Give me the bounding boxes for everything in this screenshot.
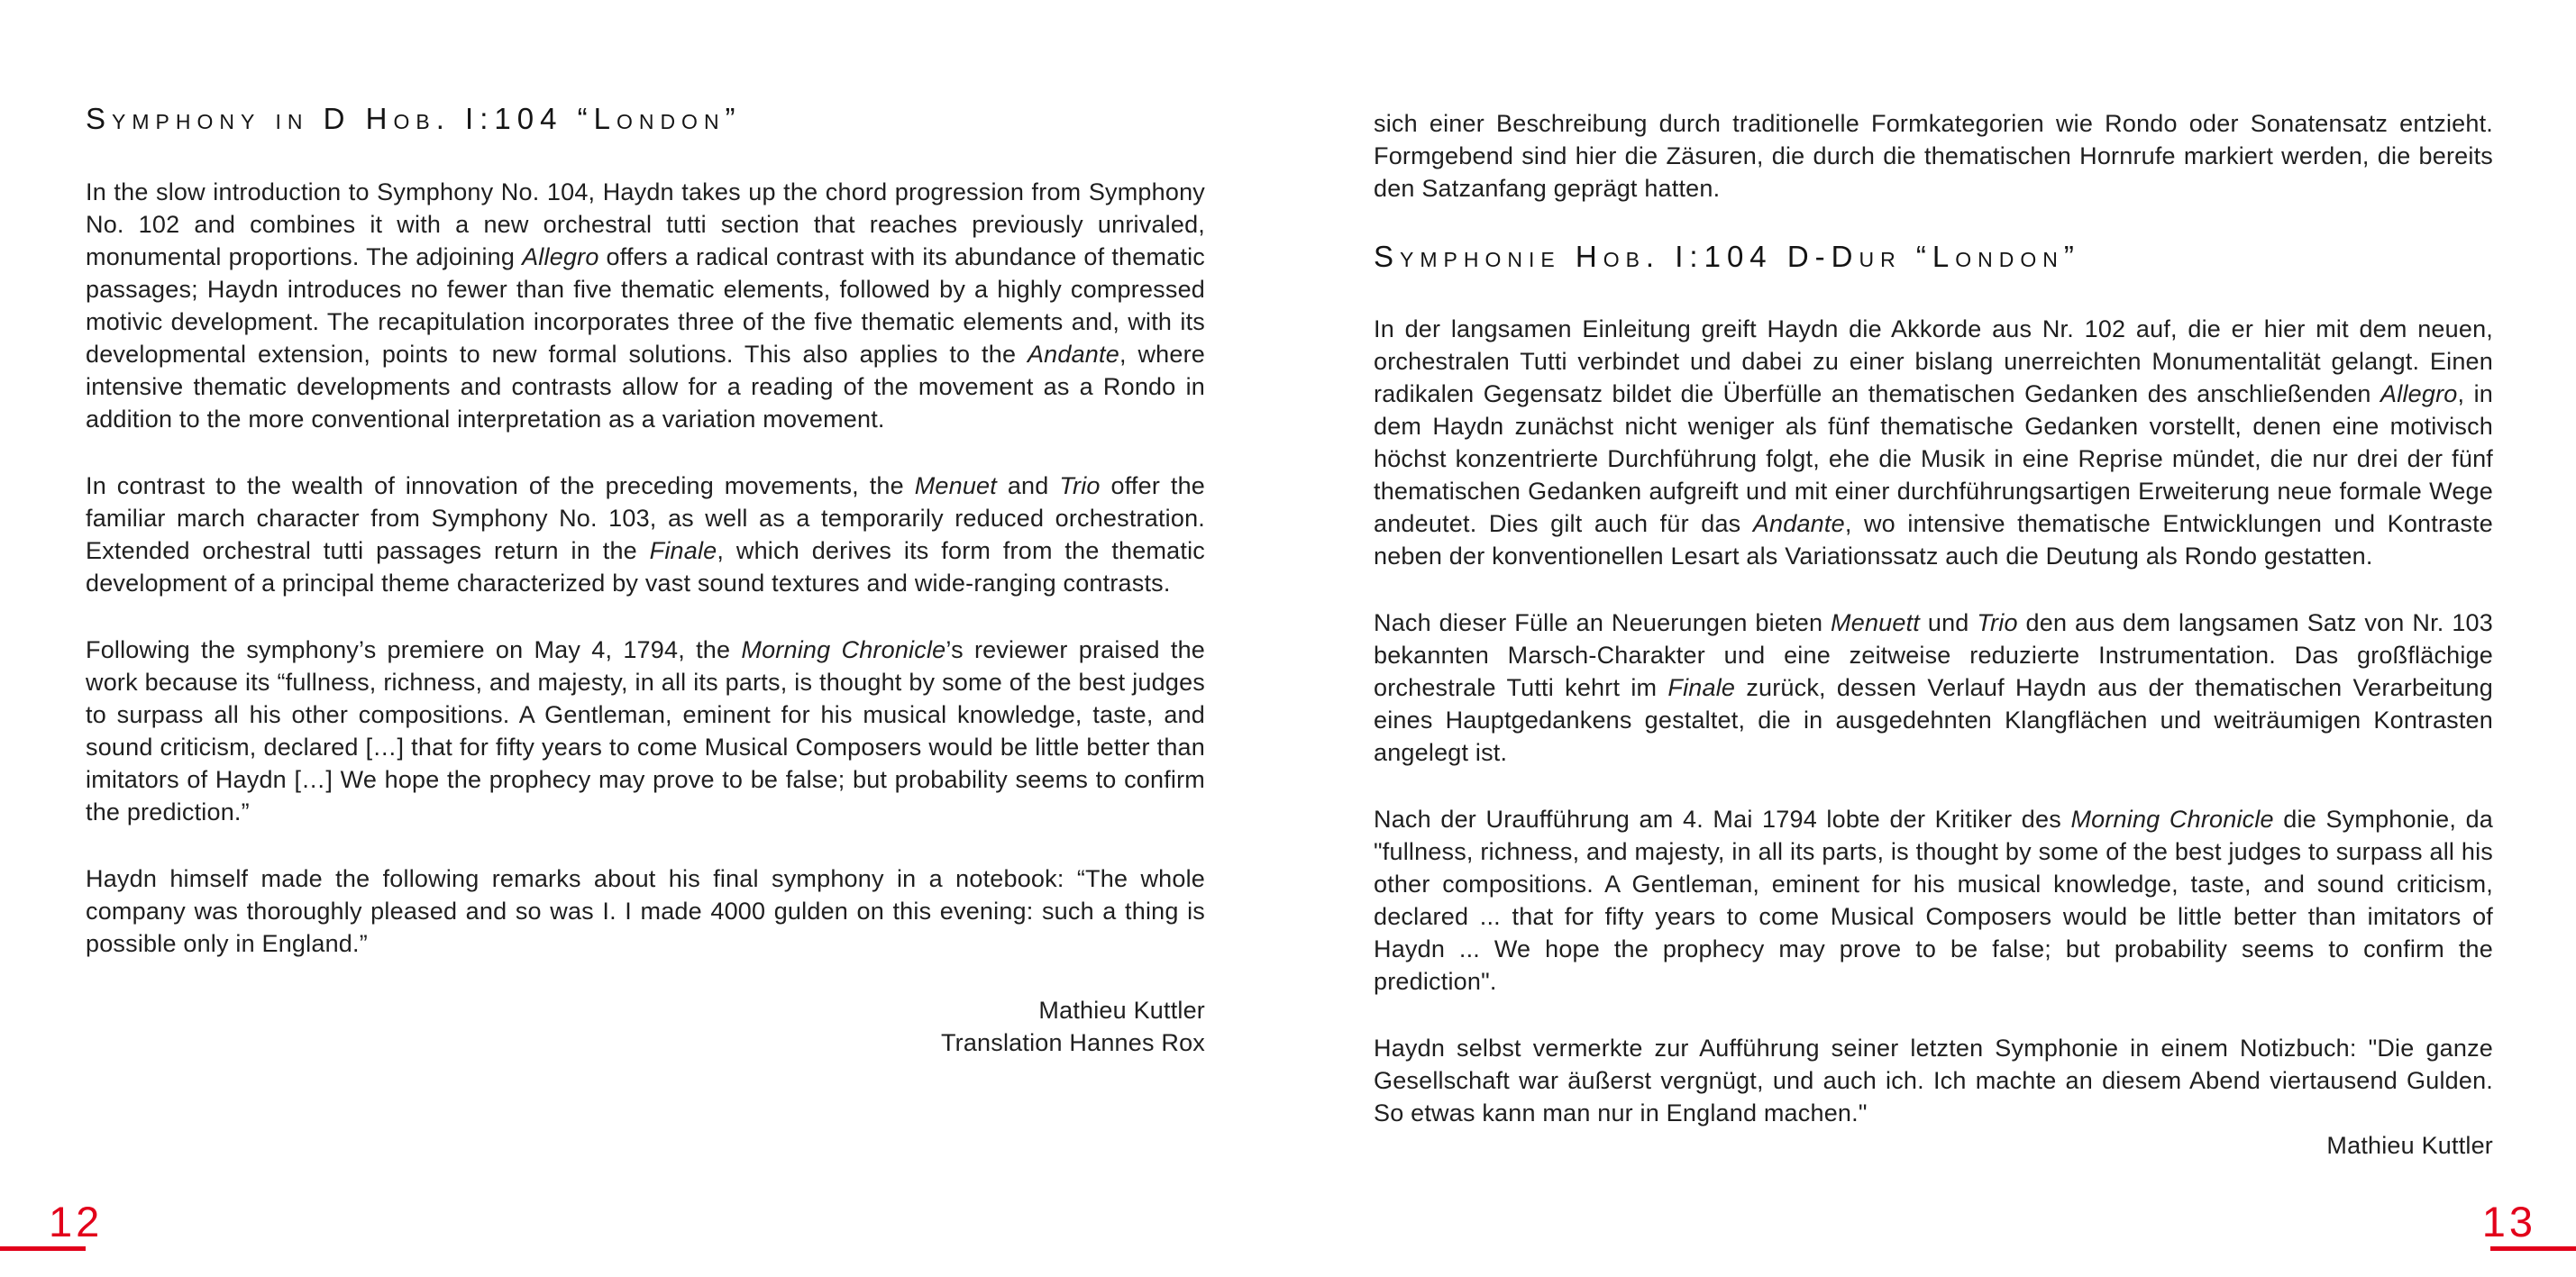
paragraph-english-1: In the slow introduction to Symphony No. 104, Haydn takes up the chord progression from Symphony No. 102 and combines it with a new orchestral tutti section that reaches previously unrivaled, monumental proportions. The adjoining Allegro offers a radical contrast with its abundance of thematic passages; Haydn introduces no fewer than five thematic elements, followed by a highly compressed motivic development. The recapitulation incorporates three of the five thematic elements and, with its developmental extension, points to new formal solutions. This also applies to the Andante, where intensive thematic developments and contrasts allow for a reading of the movement as a Rondo in addition to the more conventional interpretation as a variation movement. — [86, 178, 1205, 433]
page-title-german: Symphonie Hob. I:104 D-Dur “London” — [1374, 240, 2080, 273]
page-rule-right — [2490, 1246, 2576, 1251]
translator-byline: Translation Hannes Rox — [940, 1029, 1205, 1056]
page-title-english: Symphony in D Hob. I:104 “London” — [86, 102, 742, 135]
author-byline: Mathieu Kuttler — [1038, 997, 1205, 1024]
paragraph-german-3: Nach der Uraufführung am 4. Mai 1794 lobte der Kritiker des Morning Chronicle die Symphonie, da "fullness, richness, and majesty, in all its parts, is thought by some of the best judges to surpass all his other compositions. A Gentleman, eminent for his musical knowledge, taste, and sound criticism, declared ... that for fifty years to come Musical Composers would be little better than imitators of Haydn ... We hope the prophecy may prove to be false; but probability seems to confirm the prediction". — [1374, 806, 2494, 995]
paragraph-german-1: In der langsamen Einleitung greift Haydn die Akkorde aus Nr. 102 auf, die er hier mit dem neuen, orchestralen Tutti verbindet und dabei zu einer bislang unerreichten Monumentalität gelangt. Einen radikalen Gegensatz bildet die Überfülle an thematischen Gedanken des anschließenden Allegro, in dem Haydn zunächst nicht weniger als fünf thematische Gedanken vorstellt, denen eine motivisch höchst konzentrierte Durchführung folgt, ehe die Musik in eine Reprise mündet, die nur drei der fünf thematischen Gedanken aufgreift und mit einer durchführungsartigen Erweiterung neue formale Wege andeutet. Dies gilt auch für das Andante, wo intensive thematische Entwicklungen und Kontraste neben der konventionellen Lesart als Variationssatz auch die Deutung als Rondo gestatten. — [1374, 315, 2493, 570]
page-rule-left — [0, 1246, 86, 1251]
paragraph-german-2: Nach dieser Fülle an Neuerungen bieten Menuett und Trio den aus dem langsamen Satz von Nr. 103 bekannten Marsch-Charakter und eine zeitweise reduzierte Instrumentation. Das großflächige orchestrale Tutti kehrt im Finale zurück, dessen Verlauf Haydn aus der thematischen Verarbeitung eines Hauptgedankens gestaltet, die in ausgedehnten Klangflächen und weiträumigen Kontrasten angelegt ist. — [1374, 609, 2493, 766]
page-number-right: 13 — [2481, 1198, 2536, 1245]
paragraph-english-3: Following the symphony’s premiere on May 4, 1794, the Morning Chronicle’s reviewer praised the work because its “fullness, richness, and majesty, in all its parts, is thought by some of the best judges to surpass all his other compositions. A Gentleman, eminent for his musical knowledge, taste, and sound criticism, declared […] that for fifty years to come Musical Composers would be little better than imitators of Haydn […] We hope the prophecy may prove to be false; but probability seems to confirm the prediction.” — [86, 636, 1205, 825]
page-number-left: 12 — [49, 1198, 104, 1245]
author-byline: Mathieu Kuttler — [2326, 1132, 2493, 1159]
paragraph-english-2: In contrast to the wealth of innovation of the preceding movements, the Menuet and Trio offer the familiar march character from Symphony No. 103, as well as a temporarily reduced orchestration. Extended orchestral tutti passages return in the Finale, which derives its form from the thematic development of a principal theme characterized by vast sound textures and wide-ranging contrasts. — [86, 472, 1205, 597]
paragraph-english-4: Haydn himself made the following remarks about his final symphony in a notebook: “The whole company was thoroughly pleased and so was I. I made 4000 gulden on this evening: such a thing is possible only in England.” — [86, 865, 1205, 957]
paragraph-german-continuation: sich einer Beschreibung durch traditionelle Formkategorien wie Rondo oder Sonatensatz entzieht. Formgebend sind hier die Zäsuren, die durch die thematischen Hornrufe markiert werden, die bereits den Satzanfang geprägt hatten. — [1374, 110, 2493, 202]
page-right-german — [1288, 0, 2576, 1277]
paragraph-german-4: Haydn selbst vermerkte zur Aufführung seiner letzten Symphonie in einem Notizbuch: "Die ganze Gesellschaft war äußerst vergnügt, und auch ich. Ich machte an diesem Abend viertausend Gulden. So etwas kann man nur in England machen." — [1374, 1035, 2493, 1126]
